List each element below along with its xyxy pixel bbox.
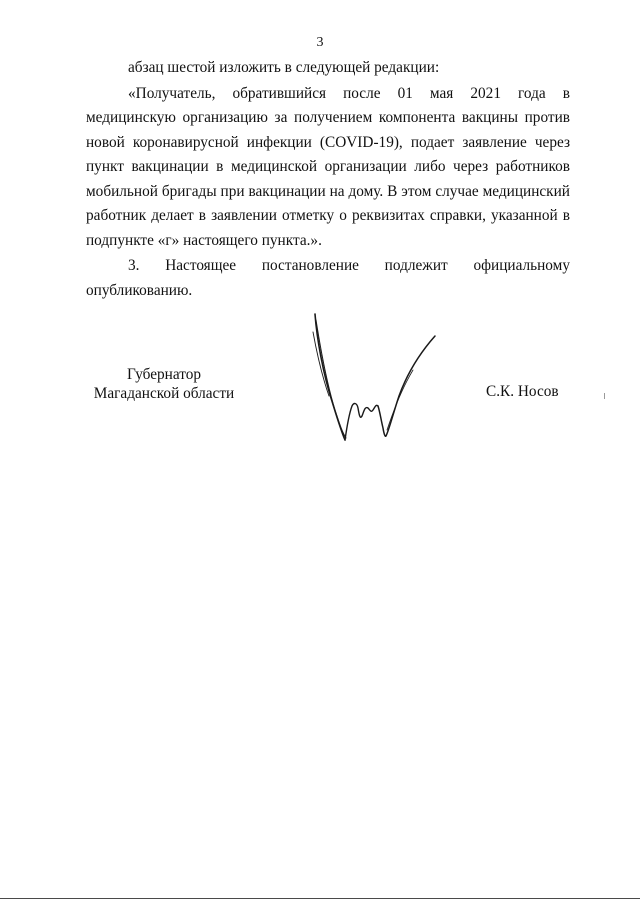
paragraph-publication: 3. Настоящее постановление подлежит официальному опубликованию. [86, 257, 570, 299]
handwritten-signature [305, 310, 445, 450]
signatory-name: С.К. Носов [486, 383, 559, 400]
bottom-rule [0, 898, 640, 899]
signatory-position-line1: Губернатор [126, 366, 202, 383]
signatory-position [86, 365, 242, 403]
page-number: 3 [316, 35, 324, 50]
paragraph-amendment-quote: «Получатель, обратившийся после 01 мая 2021 года в медицинскую организацию за получением компонента вакцины против новой коронавирусной инфекции (COVID-19), подает заявление через пункт вакцинации в медицинской организации либо через работников мобильной бригады при вакцинации на дому. В этом случае медицинский работник делает в заявлении отметку о реквизитах справки, указанной в подпункте «г» настоящего пункта.». [86, 84, 570, 249]
paragraph-intro: абзац шестой изложить в следующей редакции: [128, 59, 440, 76]
scan-mark [604, 393, 605, 399]
signatory-position-line2: Магаданской области [93, 385, 235, 402]
